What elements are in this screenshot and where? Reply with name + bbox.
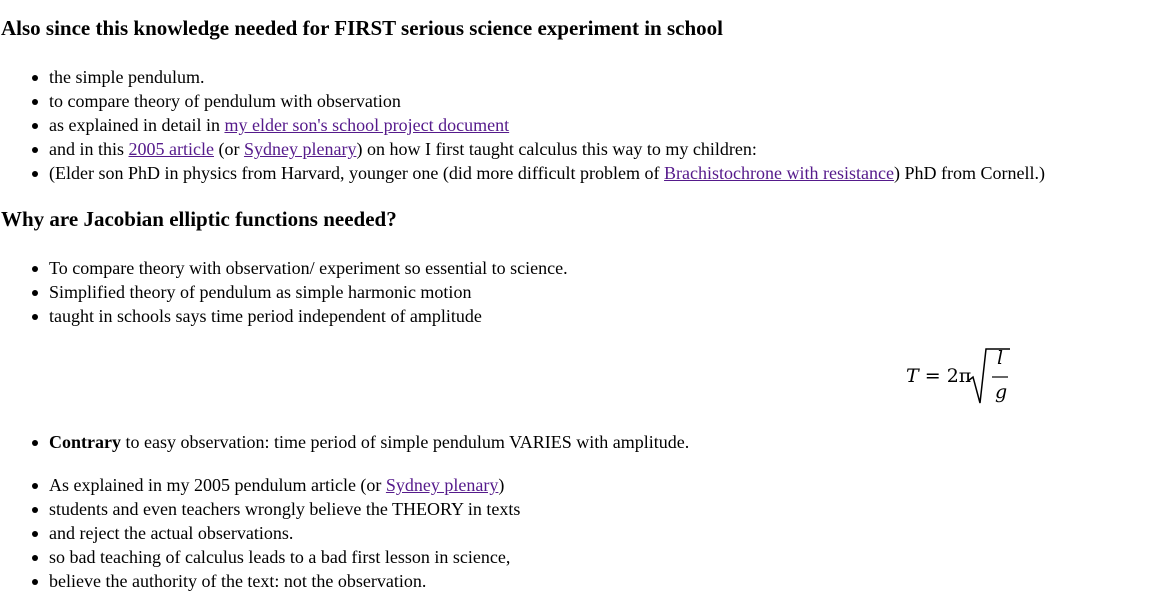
list-item-text: (or [213,139,244,159]
experiment-list [30,65,1045,185]
list-item [30,256,568,280]
school-project-link[interactable]: my elder son's school project document [224,115,510,135]
list-item [30,430,689,454]
list-item [30,545,520,569]
pendulum-period-formula [906,347,1016,409]
list-item [30,161,1045,185]
list-item-text: as explained in detail in [49,115,225,135]
list-item-text: ) on how I first taught calculus this way to my children: [356,139,757,159]
list-item-text: (Elder son PhD in physics from Harvard, younger one (did more difficult problem of [49,163,665,183]
contrary-list [30,430,689,454]
sydney-plenary-link[interactable]: Sydney plenary [243,139,357,159]
list-item-text: Simplified theory of pendulum as simple harmonic motion [49,282,472,302]
list-item-text: the simple pendulum. [49,67,205,87]
formula-denominator: g [995,381,1008,403]
contrary-bold: Contrary [49,432,121,452]
list-item-text: to easy observation: time period of simple pendulum VARIES with amplitude. [120,432,690,452]
article-2005-link[interactable]: 2005 article [128,139,214,159]
list-item [30,280,568,304]
list-item [30,137,1045,161]
list-item-text: ) [498,475,505,495]
list-item [30,497,520,521]
list-item [30,569,520,593]
jacobian-list [30,256,568,328]
formula-numerator: l [997,347,1004,369]
list-item-text: As explained in my 2005 pendulum article (or [49,475,386,495]
list-item-text: and in this [49,139,129,159]
list-item [30,521,520,545]
sydney-plenary-link-2[interactable]: Sydney plenary [385,475,499,495]
list-item-text: ) PhD from Cornell.) [893,163,1045,183]
brachistochrone-link[interactable]: Brachistochrone with resistance [664,163,894,183]
list-item [30,113,1045,137]
heading-jacobian: Why are Jacobian elliptic functions needed? [1,207,397,231]
list-item-text: so bad teaching of calculus leads to a bad first lesson in science, [49,547,511,567]
teaching-list [30,473,520,593]
list-item-text: and reject the actual observations. [49,523,294,543]
list-item [30,89,1045,113]
list-item [30,65,1045,89]
list-item-text: taught in schools says time period independent of amplitude [49,306,482,326]
heading-first-experiment: Also since this knowledge needed for FIRST serious science experiment in school [1,16,723,40]
list-item-text: to compare theory of pendulum with observation [49,91,401,111]
list-item-text: To compare theory with observation/ experiment so essential to science. [49,258,568,278]
list-item-text: believe the authority of the text: not the observation. [49,571,427,591]
list-item [30,473,520,497]
list-item [30,304,568,328]
formula-lhs: T = 2π [906,365,972,387]
list-item-text: students and even teachers wrongly believe the THEORY in texts [49,499,521,519]
